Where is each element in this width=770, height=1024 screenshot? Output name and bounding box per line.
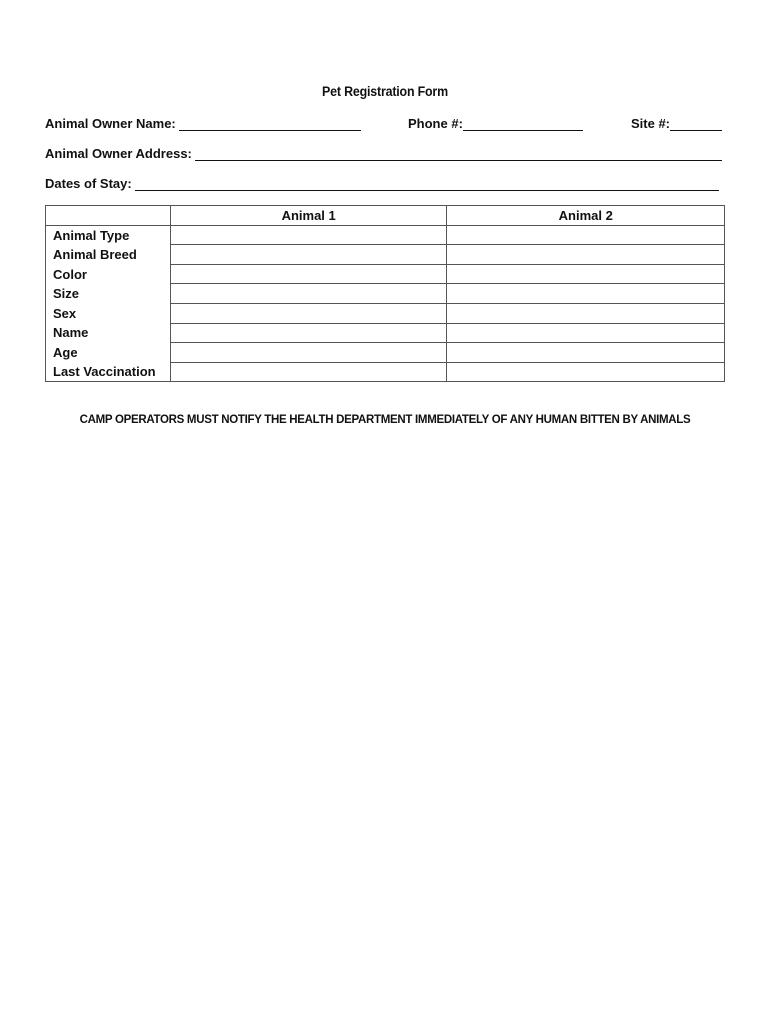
site-row	[631, 116, 722, 131]
table-row	[46, 323, 725, 343]
owner-name-row	[45, 116, 361, 131]
animal-2-breed-cell[interactable]	[447, 245, 725, 265]
row-label-sex: Sex	[46, 303, 171, 323]
animal-1-color-cell[interactable]	[170, 264, 447, 284]
phone-row	[408, 116, 583, 131]
column-header-animal-2: Animal 2	[447, 206, 725, 226]
table-header-row	[46, 206, 725, 226]
row-label-age: Age	[46, 343, 171, 363]
dates-of-stay-field[interactable]	[135, 178, 719, 191]
bite-notice: CAMP OPERATORS MUST NOTIFY THE HEALTH DEPARTMENT IMMEDIATELY OF ANY HUMAN BITTEN BY ANIMALS	[79, 414, 691, 426]
table-row	[46, 284, 725, 304]
animal-1-type-cell[interactable]	[170, 225, 447, 245]
table-row	[46, 362, 725, 382]
site-label: Site #:	[631, 116, 671, 131]
pet-details-table	[45, 205, 725, 382]
table-row	[46, 245, 725, 265]
row-label-size: Size	[46, 284, 171, 304]
animal-1-vaccination-cell[interactable]	[170, 362, 447, 382]
table-row	[46, 264, 725, 284]
table-row	[46, 225, 725, 245]
animal-2-age-cell[interactable]	[447, 343, 725, 363]
owner-address-label: Animal Owner Address:	[45, 146, 192, 161]
animal-2-type-cell[interactable]	[447, 225, 725, 245]
animal-2-sex-cell[interactable]	[447, 303, 725, 323]
owner-name-field[interactable]	[179, 118, 361, 131]
animal-1-age-cell[interactable]	[170, 343, 447, 363]
phone-label: Phone #:	[408, 116, 463, 131]
row-label-animal-type: Animal Type	[46, 225, 171, 245]
animal-2-color-cell[interactable]	[447, 264, 725, 284]
phone-field[interactable]	[463, 118, 583, 131]
animal-2-size-cell[interactable]	[447, 284, 725, 304]
animal-1-size-cell[interactable]	[170, 284, 447, 304]
table-row	[46, 303, 725, 323]
row-label-name: Name	[46, 323, 171, 343]
dates-of-stay-label: Dates of Stay:	[45, 176, 132, 191]
row-label-color: Color	[46, 264, 171, 284]
owner-name-label: Animal Owner Name:	[45, 116, 176, 131]
animal-2-name-cell[interactable]	[447, 323, 725, 343]
animal-1-name-cell[interactable]	[170, 323, 447, 343]
animal-2-vaccination-cell[interactable]	[447, 362, 725, 382]
owner-address-field[interactable]	[195, 148, 722, 161]
animal-1-sex-cell[interactable]	[170, 303, 447, 323]
row-label-animal-breed: Animal Breed	[46, 245, 171, 265]
form-title: Pet Registration Form	[322, 84, 448, 99]
row-label-last-vaccination: Last Vaccination	[46, 362, 171, 382]
header-blank-cell	[46, 206, 171, 226]
column-header-animal-1: Animal 1	[170, 206, 447, 226]
animal-1-breed-cell[interactable]	[170, 245, 447, 265]
table-row	[46, 343, 725, 363]
owner-address-row	[45, 146, 722, 161]
site-field[interactable]	[670, 118, 722, 131]
dates-of-stay-row	[45, 176, 719, 191]
